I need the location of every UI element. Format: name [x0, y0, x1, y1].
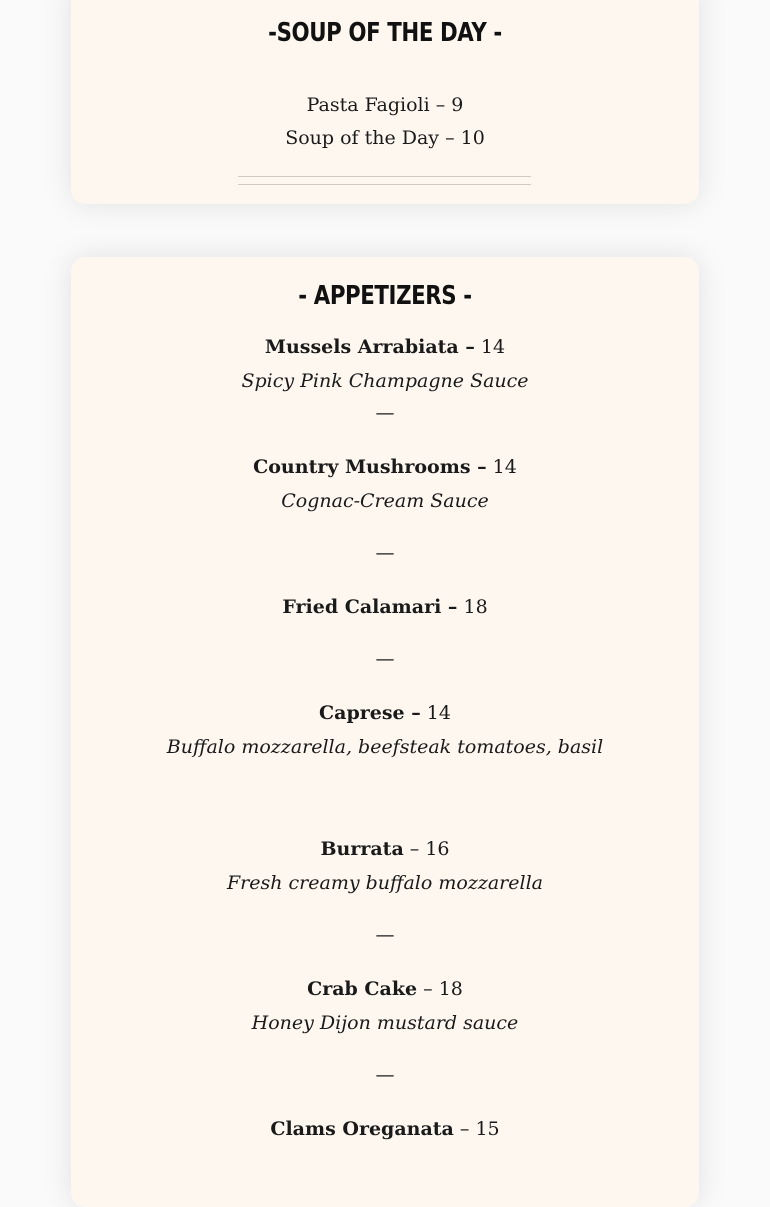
menu-item-description: Spicy Pink Champagne Sauce	[241, 370, 529, 392]
soup-heading: -SOUP OF THE DAY -	[268, 18, 502, 48]
item-separator: —	[375, 542, 395, 564]
menu-item-price: 14	[474, 336, 506, 358]
menu-item-description: Cognac-Cream Sauce	[281, 490, 489, 512]
menu-item-name: Fried Calamari –	[282, 596, 458, 618]
menu-item-description: Fresh creamy buffalo mozzarella	[227, 872, 543, 894]
menu-item-price: – 15	[453, 1118, 500, 1140]
section-divider	[238, 176, 531, 185]
menu-item-price: – 16	[403, 838, 450, 860]
menu-item-name: Crab Cake	[307, 978, 418, 1000]
menu-item-description: Buffalo mozzarella, beefsteak tomatoes, basil	[166, 736, 604, 758]
menu-item-title	[71, 456, 699, 478]
menu-item-title	[71, 336, 699, 358]
menu-item-name: Clams Oreganata	[270, 1118, 454, 1140]
item-separator: —	[375, 402, 395, 424]
menu-item-title	[71, 978, 699, 1000]
menu-item-title	[71, 596, 699, 618]
appetizers-card	[71, 257, 699, 1207]
item-separator: —	[375, 924, 395, 946]
soup-item: Pasta Fagioli – 9	[306, 94, 464, 116]
menu-item-price: 18	[457, 596, 488, 618]
menu-item-title	[71, 838, 699, 860]
appetizers-heading: - APPETIZERS -	[298, 281, 472, 311]
menu-item-name: Country Mushrooms –	[253, 456, 487, 478]
menu-item-price: – 18	[417, 978, 463, 1000]
menu-item-description: Honey Dijon mustard sauce	[251, 1012, 519, 1034]
menu-item-name: Mussels Arrabiata –	[264, 336, 475, 358]
menu-item-title	[71, 702, 699, 724]
soup-item: Soup of the Day – 10	[285, 127, 485, 149]
soup-of-the-day-card	[71, 0, 699, 204]
menu-item-name: Caprese –	[319, 702, 421, 724]
item-separator: —	[375, 648, 395, 670]
menu-item-title	[71, 1118, 699, 1140]
menu-item-price: 14	[486, 456, 517, 478]
menu-item-name: Burrata	[320, 838, 404, 860]
item-separator: —	[375, 1064, 395, 1086]
menu-item-price: 14	[420, 702, 451, 724]
